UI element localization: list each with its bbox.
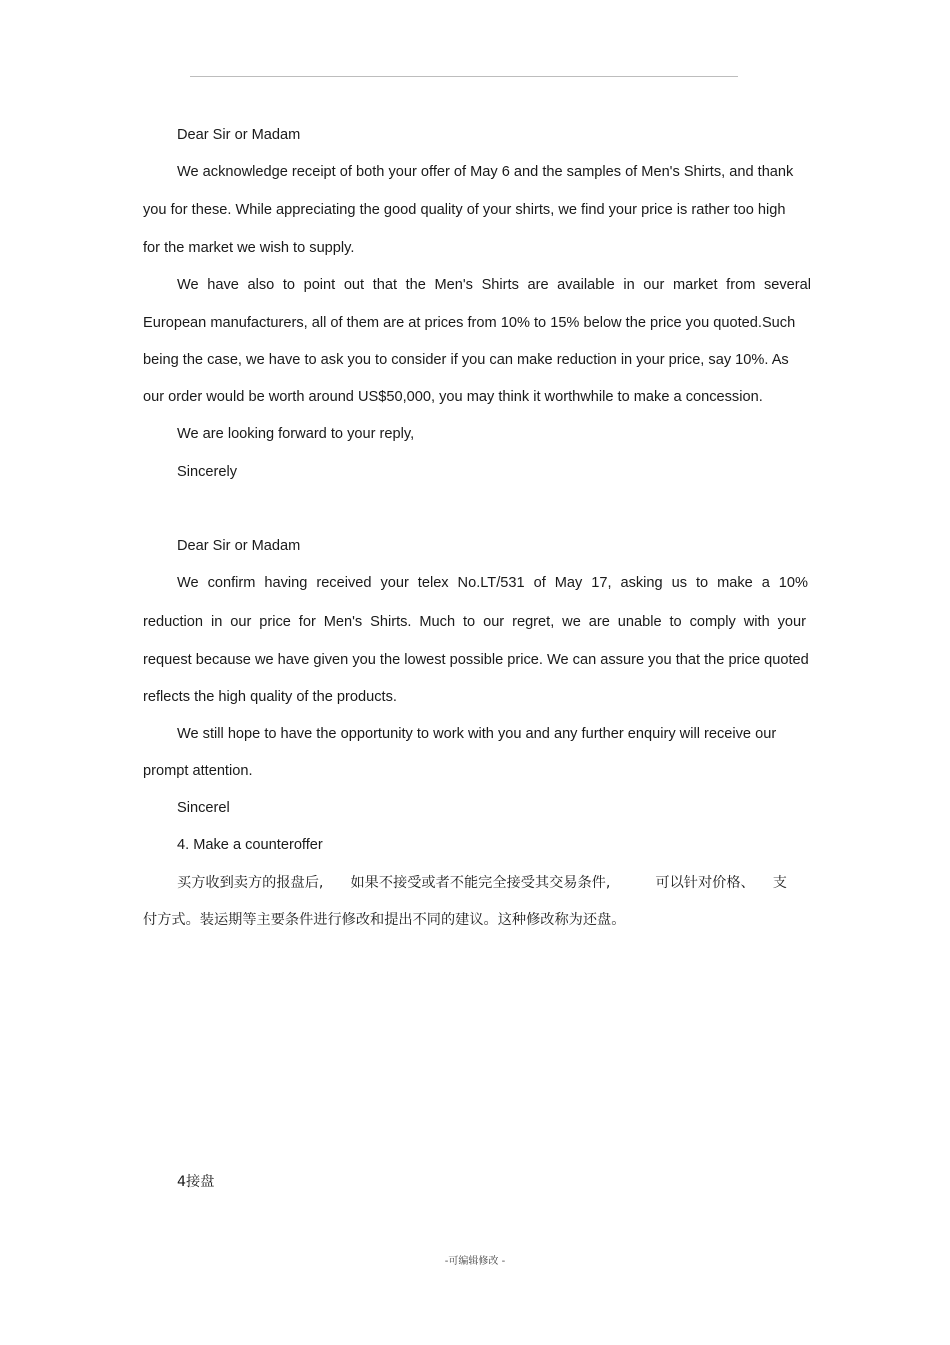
letter1-paragraph2-line: We have also to point out that the Men's Shirts are available in our market from several [177, 277, 811, 293]
letter2-closing: Sincerel [177, 800, 230, 816]
section-body-line: 付方式。装运期等主要条件进行修改和提出不同的建议。这种修改称为还盘。 [143, 912, 626, 928]
section-heading-acceptance: 4接盘 [177, 1174, 215, 1190]
letter2-paragraph2-line: We still hope to have the opportunity to work with you and any further enquiry will receive our [177, 726, 777, 742]
letter1-paragraph1-line: you for these. While appreciating the good quality of your shirts, we find your price is rather too high [143, 202, 786, 218]
letter1-paragraph2-line: being the case, we have to ask you to consider if you can make reduction in your price, say 10%. As [143, 352, 789, 368]
section-heading-counteroffer: 4. Make a counteroffer [177, 837, 323, 853]
page-footer: -可编辑修改 - [444, 1256, 506, 1267]
letter1-paragraph3: We are looking forward to your reply, [177, 426, 415, 442]
letter2-paragraph1-line: reduction in our price for Men's Shirts. Much to our regret, we are unable to comply with your [143, 614, 806, 630]
letter1-paragraph1-line: for the market we wish to supply. [143, 240, 355, 256]
header-rule [190, 76, 738, 77]
letter2-paragraph2-line: prompt attention. [143, 763, 253, 779]
section-body-line: 买方收到卖方的报盘后, 如果不接受或者不能完全接受其交易条件, 可以针对价格、 支 [177, 875, 787, 891]
letter1-paragraph1-line: We acknowledge receipt of both your offer of May 6 and the samples of Men's Shirts, and thank [177, 164, 794, 180]
letter2-paragraph1-line: request because we have given you the lowest possible price. We can assure you that the price quoted [143, 652, 809, 668]
letter2-paragraph1-line: reflects the high quality of the products. [143, 689, 397, 705]
letter1-paragraph2-line: European manufacturers, all of them are at prices from 10% to 15% below the price you quoted.Such [143, 315, 796, 331]
letter1-paragraph2-line: our order would be worth around US$50,000, you may think it worthwhile to make a concession. [143, 389, 763, 405]
letter2-paragraph1-line: We confirm having received your telex No.LT/531 of May 17, asking us to make a 10% [177, 575, 808, 591]
letter2-salutation: Dear Sir or Madam [177, 538, 301, 554]
letter1-closing: Sincerely [177, 464, 238, 480]
letter1-salutation: Dear Sir or Madam [177, 127, 301, 143]
